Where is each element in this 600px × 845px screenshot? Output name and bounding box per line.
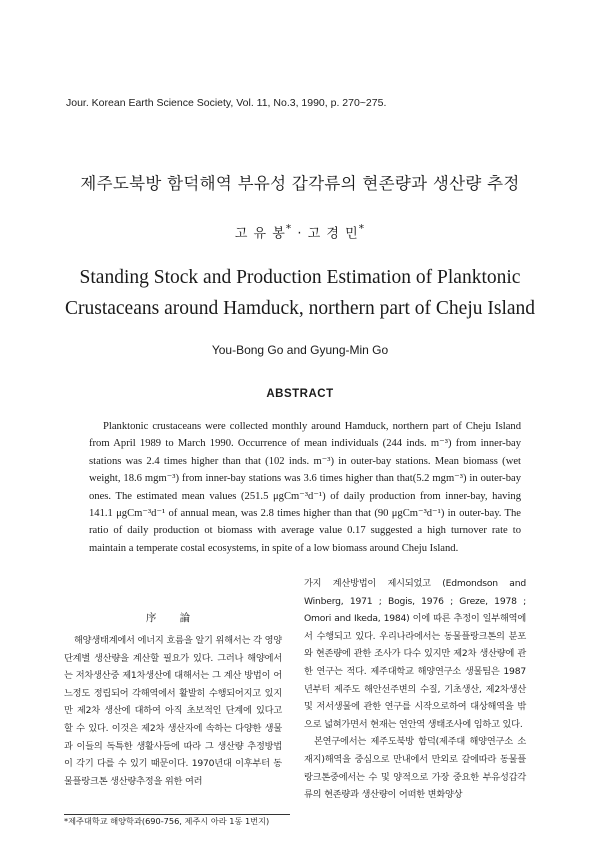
author-separator: · [297, 226, 303, 242]
intro-heading: 序 論 [145, 612, 201, 624]
abstract-text: Planktonic crustaceans were collected monthly around Hamduck, northern part of Cheju Island from April 1989 to March 1990. Occurrence of mean individuals (244 inds. m⁻³) from inner-bay stations was 2.4 times higher than that (102 inds. m⁻³) in outer-bay stations. Mean biomass (wet weight, 18.6 mgm⁻³) from inner-bay stations was 3.6 times higher than that(5.2 mgm⁻³) in outer-bay ones. The estimated mean values (251.5 μgCm⁻³d⁻¹) of daily production from inner-bay, having 141.1 μgCm⁻³d⁻¹ of annual mean, was 2.8 times higher than that (90 μgCm⁻³d⁻¹) in outer-bay. The ratio of daily production ot biomass with average value 0.17 suggested a high turnover rate to maintain a temperate costal ecosystems, in spite of a low biomass around Cheju Island. [89, 421, 521, 554]
affiliation-mark-2: * [358, 222, 366, 235]
intro-paragraph-2: 가지 계산방법이 제시되었고 (Edmondson and Winberg, 1971 ; Bogis, 1976 ; Greze, 1978 ; Omori and Ikeda, 1984) 이에 따른 추정이 일부해역에서 수행되고 있다. 우리나라에서는 동물플랑크톤의 분포와 현존량에 관한 조사가 다수 있지만 제2차 생산량에 관한 연구는 적다. 제주대학교 해양연구소 생물팀은 1987년부터 제주도 해안선주변의 수질, 기초생산, 제2차생산 및 저서생물에 관한 연구를 시작으로하여 대상해역을 밖으로 넓혀가면서 현재는 연안역 생태조사에 임하고 있다. [304, 578, 526, 730]
author-1-ko: 고 유 봉 [234, 226, 286, 242]
english-title [0, 262, 600, 324]
english-title-line-1: Standing Stock and Production Estimation of Planktonic [79, 267, 521, 288]
english-title-line-2: Crustaceans around Hamduck, northern part of Cheju Island [64, 298, 536, 319]
korean-title: 제주도북방 함덕해역 부유성 갑각류의 현존량과 생산량 추정 [80, 174, 520, 193]
intro-right-column [304, 575, 526, 804]
author-2-ko: 고 경 민 [307, 226, 359, 242]
korean-authors [0, 222, 600, 241]
affiliation-footnote: *제주대학교 해양학과(690-756, 제주시 아라 1동 1번지) [64, 816, 270, 826]
affiliation-mark-1: * [285, 222, 293, 235]
abstract-heading: ABSTRACT [266, 388, 334, 400]
intro-paragraph-1: 해양생태계에서 에너지 흐름을 알기 위해서는 각 영양단계별 생산량을 계산할 필요가 있다. 그러나 해양에서는 저차생산중 제1차생산에 대해서는 그 계산 방법이 어느정도 정립되어 각해역에서 활발히 수행되어지고 있지만 제2차 생산에 대하여 아직 초보적인 단계에 있다고 할 수 있다. 이것은 제2차 생산자에 속하는 다양한 생물과 이들의 독특한 생활사등에 따라 그 생산량 추정방법이 각기 다를 수 있기 때문이다. 1970년대 이후부터 동물플랑크톤 생산량추정을 위한 여러 [64, 635, 282, 787]
intro-paragraph-3: 본연구에서는 제주도북방 함덕(제주대 해양연구소 소재지)해역을 중심으로 만내에서 만외로 갈에따라 동물플랑크톤중에서는 수 및 양적으로 가장 중요한 부유성갑각류의 현존량과 생산량이 어떠한 변화양상 [304, 736, 526, 801]
english-authors: You-Bong Go and Gyung-Min Go [211, 343, 389, 357]
intro-left-column [64, 610, 282, 790]
journal-citation: Jour. Korean Earth Science Society, Vol. 11, No.3, 1990, p. 270~275. [66, 97, 387, 109]
